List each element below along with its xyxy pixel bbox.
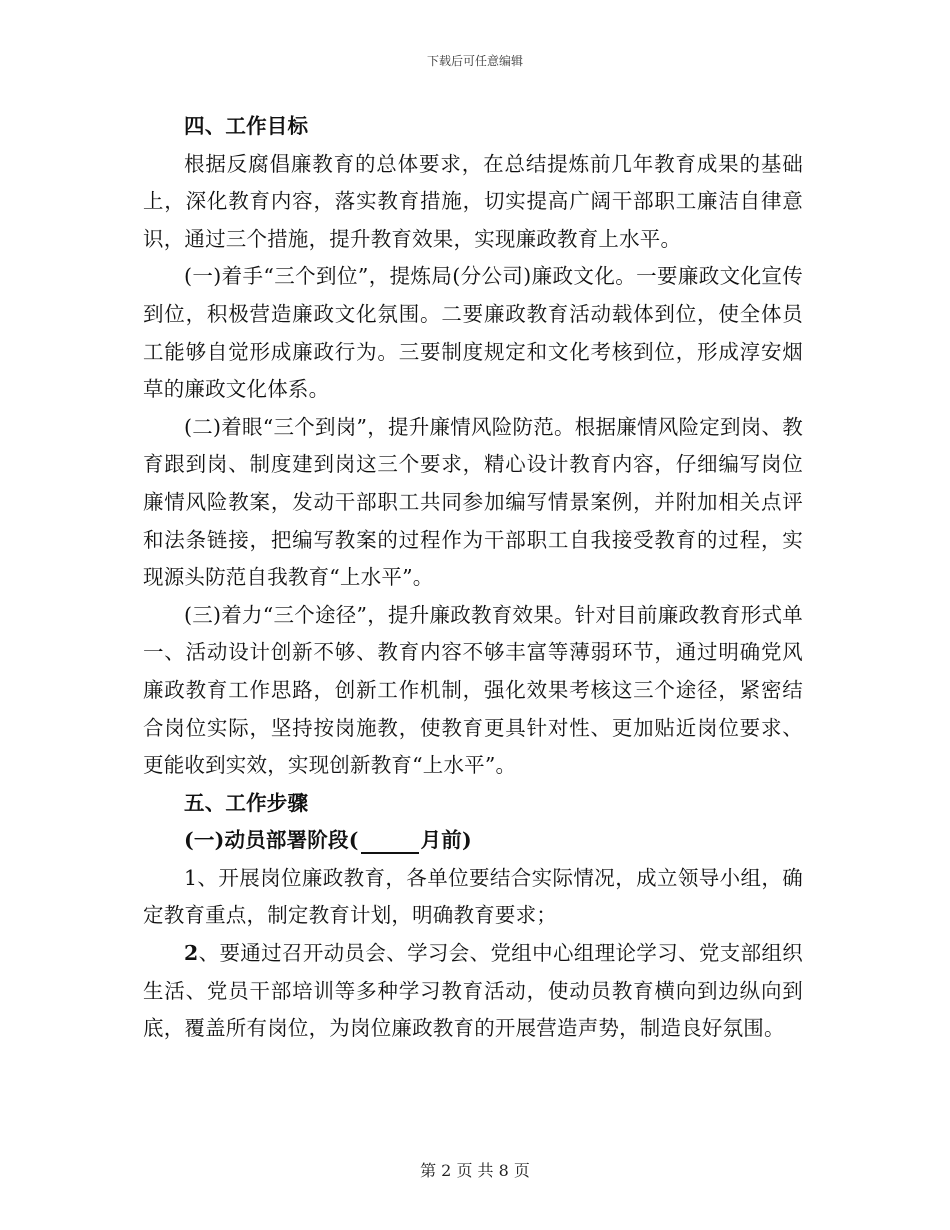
step-2-text: 、要通过召开动员会、学习会、党组中心组理论学习、党支部组织生活、党员干部培训等多种学习教育活动，使动员教育横向到边纵向到底，覆盖所有岗位，为岗位廉政教育的开展营造声势，制造良好氛围。: [143, 941, 803, 1041]
paragraph-step-2: [143, 935, 803, 1048]
subheading-stage-1: [143, 822, 803, 860]
fill-blank: [361, 828, 419, 854]
subheading-prefix: (一)动员部署阶段(: [184, 828, 359, 853]
header-note: 下载后可任意编辑: [426, 54, 523, 68]
paragraph-goal-intro: 根据反腐倡廉教育的总体要求，在总结提炼前几年教育成果的基础上，深化教育内容，落实教育措施，切实提高广阔干部职工廉洁自律意识，通过三个措施，提升教育效果，实现廉政教育上水平。: [143, 151, 803, 251]
page-number-footer: 第 2 页 共 8 页: [420, 1161, 530, 1180]
step-2-number: 2: [184, 941, 199, 966]
paragraph-goal-1: (一)着手“三个到位”，提炼局(分公司)廉政文化。一要廉政文化宣传到位，积极营造廉政文化氛围。二要廉政教育活动载体到位，使全体员工能够自觉形成廉政行为。三要制度规定和文化考核到位，形成淳安烟草的廉政文化体系。: [143, 264, 803, 402]
section-heading-5: 五、工作步骤: [184, 790, 309, 815]
document-body: [143, 108, 803, 1048]
section-heading-4: 四、工作目标: [184, 114, 309, 138]
paragraph-goal-3: (三)着力“三个途径”，提升廉政教育效果。针对目前廉政教育形式单一、活动设计创新不够、教育内容不够丰富等薄弱环节，通过明确党风廉政教育工作思路，创新工作机制，强化效果考核这三个途径，紧密结合岗位实际，坚持按岗施教，使教育更具针对性、更加贴近岗位要求、更能收到实效，实现创新教育“上水平”。: [143, 602, 803, 778]
paragraph-step-1: 1、开展岗位廉政教育，各单位要结合实际情况，成立领导小组，确定教育重点，制定教育计划，明确教育要求；: [143, 865, 803, 928]
subheading-suffix: 月前): [420, 828, 472, 853]
paragraph-goal-2: (二)着眼“三个到岗”，提升廉情风险防范。根据廉情风险定到岗、教育跟到岗、制度建到岗这三个要求，精心设计教育内容，仔细编写岗位廉情风险教案，发动干部职工共同参加编写情景案例，并附加相关点评和法条链接，把编写教案的过程作为干部职工自我接受教育的过程，实现源头防范自我教育“上水平”。: [143, 414, 803, 590]
